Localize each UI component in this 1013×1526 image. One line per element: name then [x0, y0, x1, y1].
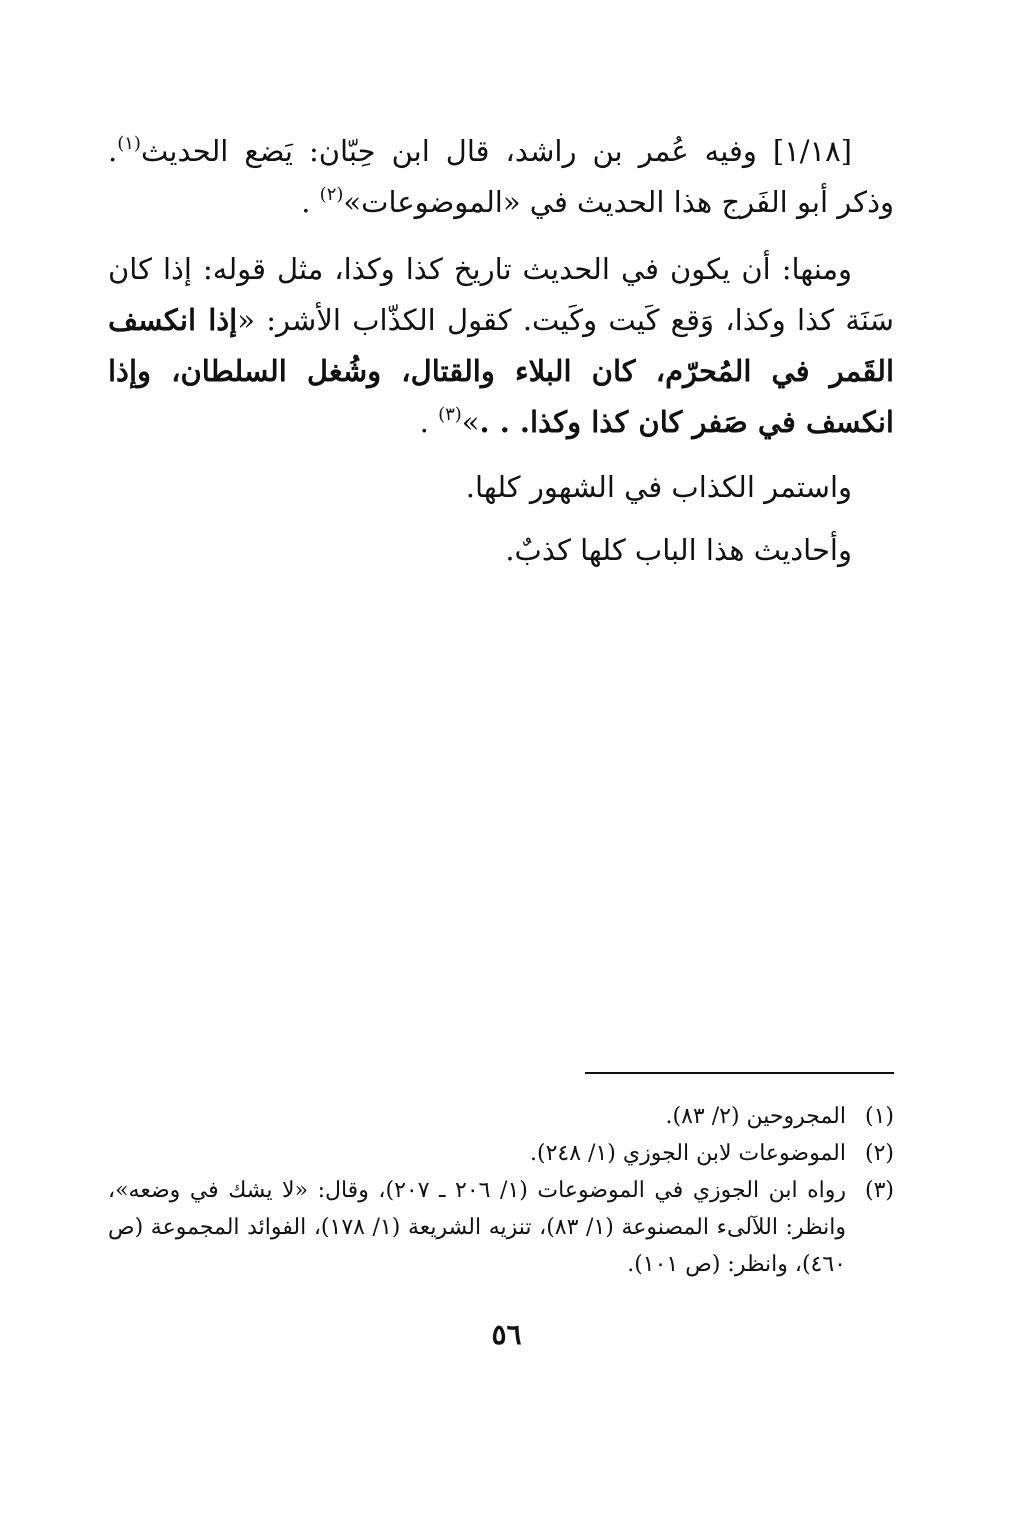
footnote-text: رواه ابن الجوزي في الموضوعات (١/ ٢٠٦ ـ ٢٠٧)، وقال: «لا يشك في وضعه»، وانظر: اللآلىء المصنوعة (١/ ٨٣)، تنزيه الشريعة (١/ ١٧٨)، الفوائد المجموعة (ص ٤٦٠)، وانظر: (ص ١٠١). — [108, 1178, 846, 1277]
footnote-text: الموضوعات لابن الجوزي (١/ ٢٤٨). — [530, 1141, 846, 1166]
footnote-2 — [108, 1135, 894, 1172]
paragraph-conclusion: وأحاديث هذا الباب كلها كذبٌ. — [505, 533, 852, 567]
footnote-number: (٢) — [864, 1141, 894, 1166]
footnote-ref-1[interactable]: (١) — [117, 133, 141, 154]
footnote-divider — [585, 1072, 894, 1074]
footnotes — [108, 1098, 894, 1283]
footnote-1 — [108, 1098, 894, 1135]
footnote-3 — [108, 1172, 894, 1283]
paragraph-months: واستمر الكذاب في الشهور كلها. — [465, 470, 852, 504]
footnote-ref-2[interactable]: (٢) — [319, 184, 344, 205]
page-number: ٥٦ — [491, 1318, 522, 1351]
paragraph-end: . — [301, 185, 311, 219]
paragraph-dated-hadith — [108, 244, 894, 448]
footnote-text: المجروحين (٢/ ٨٣). — [665, 1104, 846, 1129]
quote-close: » — [461, 405, 480, 439]
footnote-number: (١) — [864, 1104, 894, 1129]
paragraph-text: [١/١٨] وفيه عُمر بن راشد، قال ابن حِبّان: يَضع الحديث — [140, 134, 852, 168]
footnote-number: (٣) — [864, 1178, 894, 1203]
paragraph-text: . وذكر أبو الفَرج هذا الحديث في «الموضوعات» — [108, 134, 894, 219]
paragraph-end: . — [419, 405, 429, 439]
paragraph-umar-bin-rashid — [108, 126, 894, 228]
paragraph-text: ومنها: أن يكون في الحديث تاريخ كذا وكذا، مثل قوله: إذا كان سَنَة كذا وكذا، وَقع كَيت وكَيت. كقول الكذّاب الأشر: « — [108, 252, 894, 337]
bold-quotation: إذا انكسف القَمر في المُحرّم، كان البلاء والقتال، وشُغل السلطان، وإذا انكسف في صَفر كان كذا وكذا. . . — [108, 303, 894, 439]
footnote-ref-3[interactable]: (٣) — [438, 404, 462, 425]
